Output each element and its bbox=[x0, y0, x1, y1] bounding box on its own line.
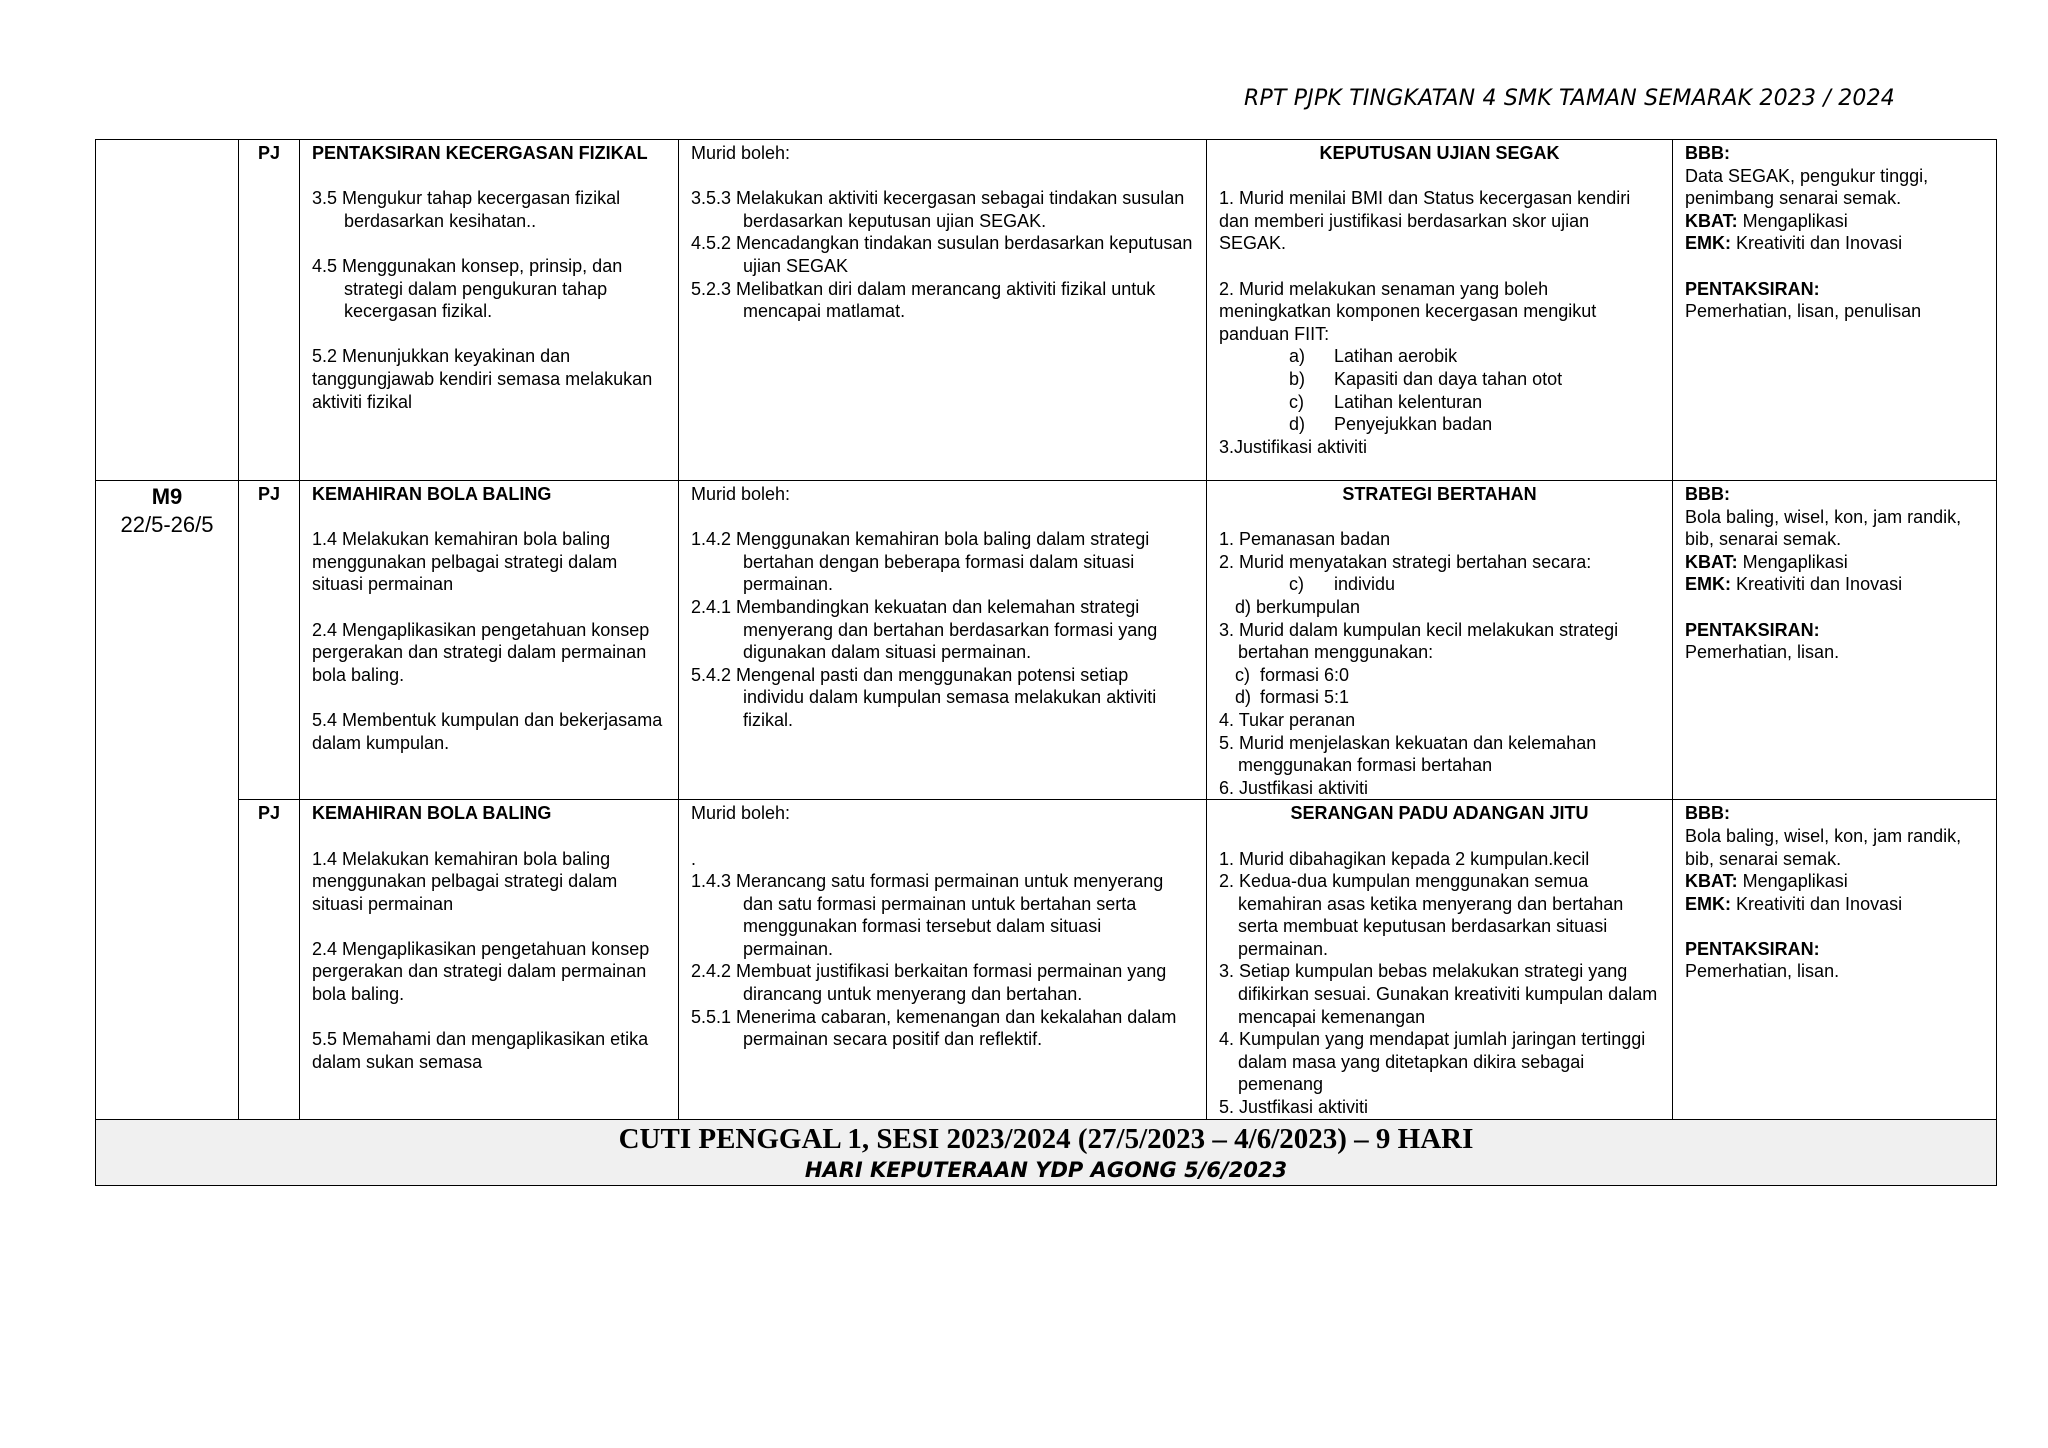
bbb-label: BBB: bbox=[1685, 484, 1730, 504]
week-dates: 22/5-26/5 bbox=[120, 512, 214, 537]
table-row bbox=[96, 800, 1997, 1119]
standard-item: 4.5 Menggunakan konsep, prinsip, dan strategi dalam pengukuran tahap kecergasan fizikal. bbox=[312, 255, 623, 322]
standard-item: 1.4 Melakukan kemahiran bola baling menggunakan pelbagai strategi dalam situasi permainan bbox=[312, 529, 618, 595]
activity-subitem: d) formasi 5:1 bbox=[1235, 687, 1350, 708]
kbat-line: KBAT: Mengaplikasi bbox=[1685, 551, 1848, 572]
bbb-label: BBB: bbox=[1685, 143, 1730, 163]
page-header: RPT PJPK TINGKATAN 4 SMK TAMAN SEMARAK 2023 / 2024 bbox=[1244, 86, 1895, 111]
standards-cell bbox=[300, 140, 679, 481]
subject-cell: PJ bbox=[239, 140, 300, 481]
activity-item: 4. Kumpulan yang mendapat jumlah jaringan tertinggi dalam masa yang ditetapkan dikira sebagai pemenang bbox=[1219, 1029, 1646, 1095]
objective-item: 5.4.2 Mengenal pasti dan menggunakan potensi setiap individu dalam kumpulan semasa melakukan aktiviti fizikal. bbox=[691, 664, 1157, 730]
holiday-banner bbox=[96, 1119, 1997, 1185]
standard-item: 5.4 Membentuk kumpulan dan bekerjasama dalam kumpulan. bbox=[312, 709, 663, 753]
activity-item: 6. Justfikasi aktiviti bbox=[1219, 777, 1369, 798]
week-cell bbox=[96, 481, 239, 1120]
standard-item: 2.4 Mengaplikasikan pengetahuan konsep pergerakan dan strategi dalam permainan bola baling. bbox=[312, 938, 650, 1005]
bbb-label: BBB: bbox=[1685, 803, 1730, 824]
emk-line: EMK: Kreativiti dan Inovasi bbox=[1685, 574, 1903, 595]
activity-item: 3. Setiap kumpulan bebas melakukan strategi yang difikirkan sesuai. Gunakan kreativiti kumpulan dalam mencapai kemenangan bbox=[1219, 961, 1658, 1027]
pentaksiran-label: PENTAKSIRAN: bbox=[1685, 278, 1820, 299]
emk-line: EMK: Kreativiti dan Inovasi bbox=[1685, 233, 1903, 254]
bbb-text: Bola baling, wisel, kon, jam randik, bib, senarai semak. bbox=[1685, 825, 1962, 869]
activity-subitem: b) Kapasiti dan daya tahan otot bbox=[1289, 368, 1563, 389]
kbat-line: KBAT: Mengaplikasi bbox=[1685, 210, 1848, 231]
bbb-text: Bola baling, wisel, kon, jam randik, bib, senarai semak. bbox=[1685, 506, 1962, 550]
objective-item: 4.5.2 Mencadangkan tindakan susulan berdasarkan keputusan ujian SEGAK bbox=[691, 233, 1193, 276]
objective-item: 1.4.2 Menggunakan kemahiran bola baling dalam strategi bertahan dengan beberapa formasi dalam situasi permainan. bbox=[691, 529, 1150, 595]
activity-item: 2. Kedua-dua kumpulan menggunakan semua kemahiran asas ketika menyerang dan bertahan serta membuat keputusan berdasarkan situasi permainan. bbox=[1219, 871, 1624, 959]
topic-title: KEMAHIRAN BOLA BALING bbox=[312, 484, 552, 504]
table-row bbox=[96, 481, 1997, 800]
activities-cell bbox=[1207, 481, 1673, 800]
standard-item: 5.2 Menunjukkan keyakinan dan tanggungjawab kendiri semasa melakukan aktiviti fizikal bbox=[312, 346, 653, 412]
standard-item: 3.5 Mengukur tahap kecergasan fizikal berdasarkan kesihatan.. bbox=[312, 188, 621, 231]
standard-item: 5.5 Memahami dan mengaplikasikan etika dalam sukan semasa bbox=[312, 1029, 649, 1072]
objective-item: 3.5.3 Melakukan aktiviti kecergasan sebagai tindakan susulan berdasarkan keputusan ujian SEGAK. bbox=[691, 188, 1185, 231]
holiday-subtitle: HARI KEPUTERAAN YDP AGONG 5/6/2023 bbox=[804, 1157, 1288, 1182]
activity-title: STRATEGI BERTAHAN bbox=[1342, 484, 1537, 504]
activity-item: 3.Justifikasi aktiviti bbox=[1219, 436, 1368, 457]
notes-cell bbox=[1673, 800, 1997, 1119]
pentaksiran-text: Pemerhatian, lisan, penulisan bbox=[1685, 301, 1922, 322]
table-row bbox=[96, 140, 1997, 481]
kbat-line: KBAT: Mengaplikasi bbox=[1685, 871, 1848, 892]
activity-item: 2. Murid melakukan senaman yang boleh meningkatkan komponen kecergasan mengikut panduan FIIT: bbox=[1219, 278, 1597, 344]
objective-item: 5.2.3 Melibatkan diri dalam merancang aktiviti fizikal untuk mencapai matlamat. bbox=[691, 278, 1156, 322]
activity-subitem: d) berkumpulan bbox=[1235, 596, 1361, 617]
week-code: M9 bbox=[151, 484, 183, 509]
pentaksiran-label: PENTAKSIRAN: bbox=[1685, 619, 1820, 640]
activity-item: 4. Tukar peranan bbox=[1219, 709, 1356, 730]
activity-title: SERANGAN PADU ADANGAN JITU bbox=[1290, 803, 1589, 824]
activity-subitem: c) Latihan kelenturan bbox=[1289, 391, 1483, 412]
objective-item: 1.4.3 Merancang satu formasi permainan untuk menyerang dan satu formasi permainan untuk bertahan serta menggunakan formasi tersebut dalam situasi permainan. bbox=[691, 871, 1164, 959]
topic-title: PENTAKSIRAN KECERGASAN FIZIKAL bbox=[312, 143, 648, 163]
pentaksiran-text: Pemerhatian, lisan. bbox=[1685, 961, 1840, 982]
activity-subitem: c) formasi 6:0 bbox=[1235, 664, 1350, 685]
pentaksiran-label: PENTAKSIRAN: bbox=[1685, 938, 1820, 959]
activities-cell bbox=[1207, 140, 1673, 481]
objective-item: 2.4.1 Membandingkan kekuatan dan kelemahan strategi menyerang dan bertahan berdasarkan formasi yang digunakan dalam situasi permainan. bbox=[691, 596, 1158, 663]
activity-item: 1. Murid dibahagikan kepada 2 kumpulan.kecil bbox=[1219, 848, 1590, 869]
objectives-cell bbox=[679, 140, 1207, 481]
topic-title: KEMAHIRAN BOLA BALING bbox=[312, 803, 552, 824]
activity-subitem: d) Penyejukkan badan bbox=[1289, 414, 1493, 435]
standards-cell bbox=[300, 481, 679, 800]
activities-cell bbox=[1207, 800, 1673, 1119]
activity-item: 2. Murid menyatakan strategi bertahan secara: bbox=[1219, 551, 1592, 572]
activity-item: 5. Murid menjelaskan kekuatan dan kelemahan menggunakan formasi bertahan bbox=[1219, 732, 1597, 776]
activity-item: 5. Justfikasi aktiviti bbox=[1219, 1097, 1369, 1118]
objectives-intro: Murid boleh: bbox=[691, 803, 791, 824]
activity-item: 3. Murid dalam kumpulan kecil melakukan strategi bertahan menggunakan: bbox=[1219, 619, 1619, 663]
subject-cell: PJ bbox=[239, 800, 300, 1119]
week-cell-empty bbox=[96, 140, 239, 481]
standard-item: 2.4 Mengaplikasikan pengetahuan konsep pergerakan dan strategi dalam permainan bola baling. bbox=[312, 619, 650, 685]
activity-item: 1. Murid menilai BMI dan Status kecergasan kendiri dan memberi justifikasi berdasarkan skor ujian SEGAK. bbox=[1219, 188, 1631, 254]
lesson-plan-table bbox=[95, 139, 1997, 1186]
objectives-dot: . bbox=[691, 848, 697, 869]
activity-subitem: a) Latihan aerobik bbox=[1289, 346, 1458, 367]
holiday-title: CUTI PENGGAL 1, SESI 2023/2024 (27/5/2023 – 4/6/2023) – 9 HARI bbox=[618, 1122, 1474, 1155]
subject-cell: PJ bbox=[239, 481, 300, 800]
activity-item: 1. Pemanasan badan bbox=[1219, 529, 1391, 550]
objective-item: 5.5.1 Menerima cabaran, kemenangan dan kekalahan dalam permainan secara positif dan reflektif. bbox=[691, 1006, 1177, 1050]
objectives-cell bbox=[679, 481, 1207, 800]
holiday-row bbox=[96, 1119, 1997, 1185]
standards-cell bbox=[300, 800, 679, 1119]
objectives-cell bbox=[679, 800, 1207, 1119]
notes-cell bbox=[1673, 140, 1997, 481]
emk-line: EMK: Kreativiti dan Inovasi bbox=[1685, 893, 1903, 914]
objectives-intro: Murid boleh: bbox=[691, 484, 791, 504]
objective-item: 2.4.2 Membuat justifikasi berkaitan formasi permainan yang dirancang untuk menyerang dan bertahan. bbox=[691, 961, 1167, 1005]
bbb-text: Data SEGAK, pengukur tinggi, penimbang senarai semak. bbox=[1685, 165, 1929, 209]
standard-item: 1.4 Melakukan kemahiran bola baling menggunakan pelbagai strategi dalam situasi permainan bbox=[312, 848, 618, 914]
pentaksiran-text: Pemerhatian, lisan. bbox=[1685, 642, 1840, 663]
notes-cell bbox=[1673, 481, 1997, 800]
objectives-intro: Murid boleh: bbox=[691, 143, 791, 163]
activity-subitem: c) individu bbox=[1289, 574, 1396, 595]
activity-title: KEPUTUSAN UJIAN SEGAK bbox=[1319, 143, 1560, 163]
